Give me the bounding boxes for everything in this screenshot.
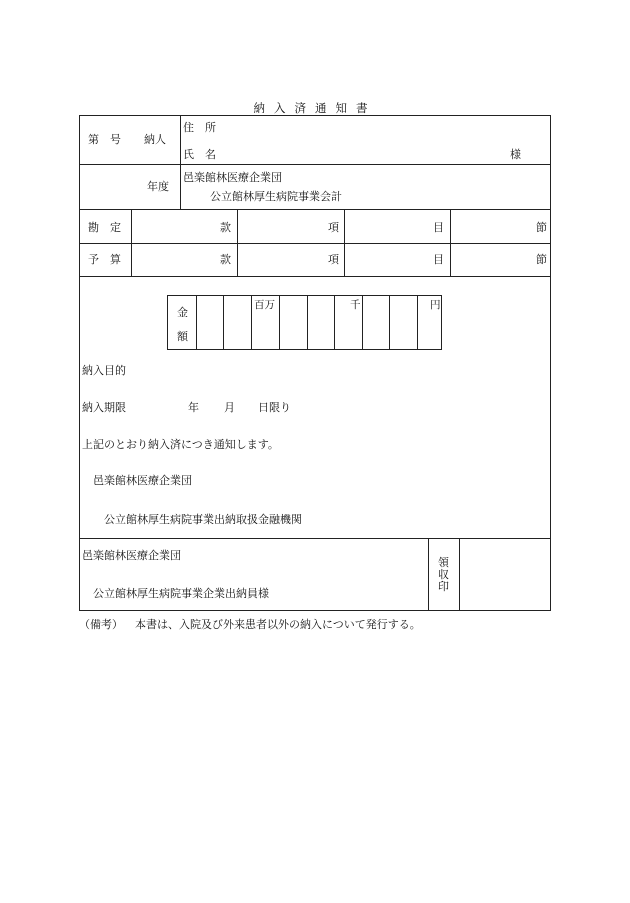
digit-cell (389, 296, 390, 349)
amount-label-bottom: 額 (177, 330, 188, 343)
footer-org: 邑楽館林医療企業団 (82, 549, 181, 562)
purpose-label: 納入目的 (82, 364, 126, 377)
remarks (79, 616, 421, 632)
digit-cell (334, 296, 335, 349)
deadline-day: 日限り (258, 401, 291, 414)
remarks-text: 本書は、入院及び外来患者以外の納入について発行する。 (135, 618, 421, 631)
body-org: 邑楽館林医療企業団 (93, 474, 192, 487)
divider (450, 209, 451, 276)
divider (237, 209, 238, 276)
notice-form (79, 115, 551, 611)
digit-cell (362, 296, 363, 349)
divider (344, 209, 345, 276)
budget-kan: 款 (220, 253, 231, 266)
payer-label: 納人 (144, 133, 166, 146)
account-kou: 項 (328, 221, 339, 234)
amount-label-top: 金 (177, 306, 188, 319)
org-line-1: 邑楽館林医療企業団 (183, 171, 282, 184)
divider (459, 538, 460, 611)
digit-cell (196, 296, 197, 349)
remarks-label: （備考） (79, 618, 123, 631)
divider (80, 243, 550, 244)
digit-cell (251, 296, 252, 349)
digit-cell (307, 296, 308, 349)
budget-kou: 項 (328, 253, 339, 266)
account-setsu: 節 (536, 221, 547, 234)
account-row-label: 勘 定 (88, 221, 121, 234)
account-kan: 款 (220, 221, 231, 234)
digit-cell (417, 296, 418, 349)
budget-moku: 目 (433, 253, 444, 266)
bank-name: 公立館林厚生病院事業出納取扱金融機関 (104, 513, 302, 526)
divider (80, 209, 550, 210)
name-label: 氏 名 (183, 148, 216, 161)
document-title: 納入済通知書 (253, 101, 377, 115)
deadline-year: 年 (188, 401, 199, 414)
unit-yen: 円 (430, 299, 441, 311)
org-line-2: 公立館林厚生病院事業会計 (210, 190, 342, 203)
budget-setsu: 節 (536, 253, 547, 266)
receipt-stamp-label: 領収印 (438, 556, 449, 593)
unit-million: 百万 (254, 299, 275, 311)
digit-cell (279, 296, 280, 349)
digit-cell (223, 296, 224, 349)
unit-thousand: 千 (350, 299, 361, 311)
number-label: 第 号 (88, 133, 121, 146)
divider (80, 538, 550, 539)
deadline-month: 月 (224, 401, 235, 414)
amount-grid (167, 295, 442, 350)
divider (80, 276, 550, 277)
budget-row-label: 予 算 (88, 253, 121, 266)
deadline-label: 納入期限 (82, 401, 126, 414)
honorific: 様 (510, 148, 521, 161)
notice-text: 上記のとおり納入済につき通知します。 (82, 438, 279, 451)
address-label: 住 所 (183, 121, 216, 134)
divider (131, 209, 132, 276)
treasurer: 公立館林厚生病院事業企業出納員様 (93, 587, 269, 600)
account-moku: 目 (433, 221, 444, 234)
fiscal-year-label: 年度 (147, 180, 169, 193)
divider (428, 538, 429, 611)
divider (80, 164, 550, 165)
divider (180, 116, 181, 209)
